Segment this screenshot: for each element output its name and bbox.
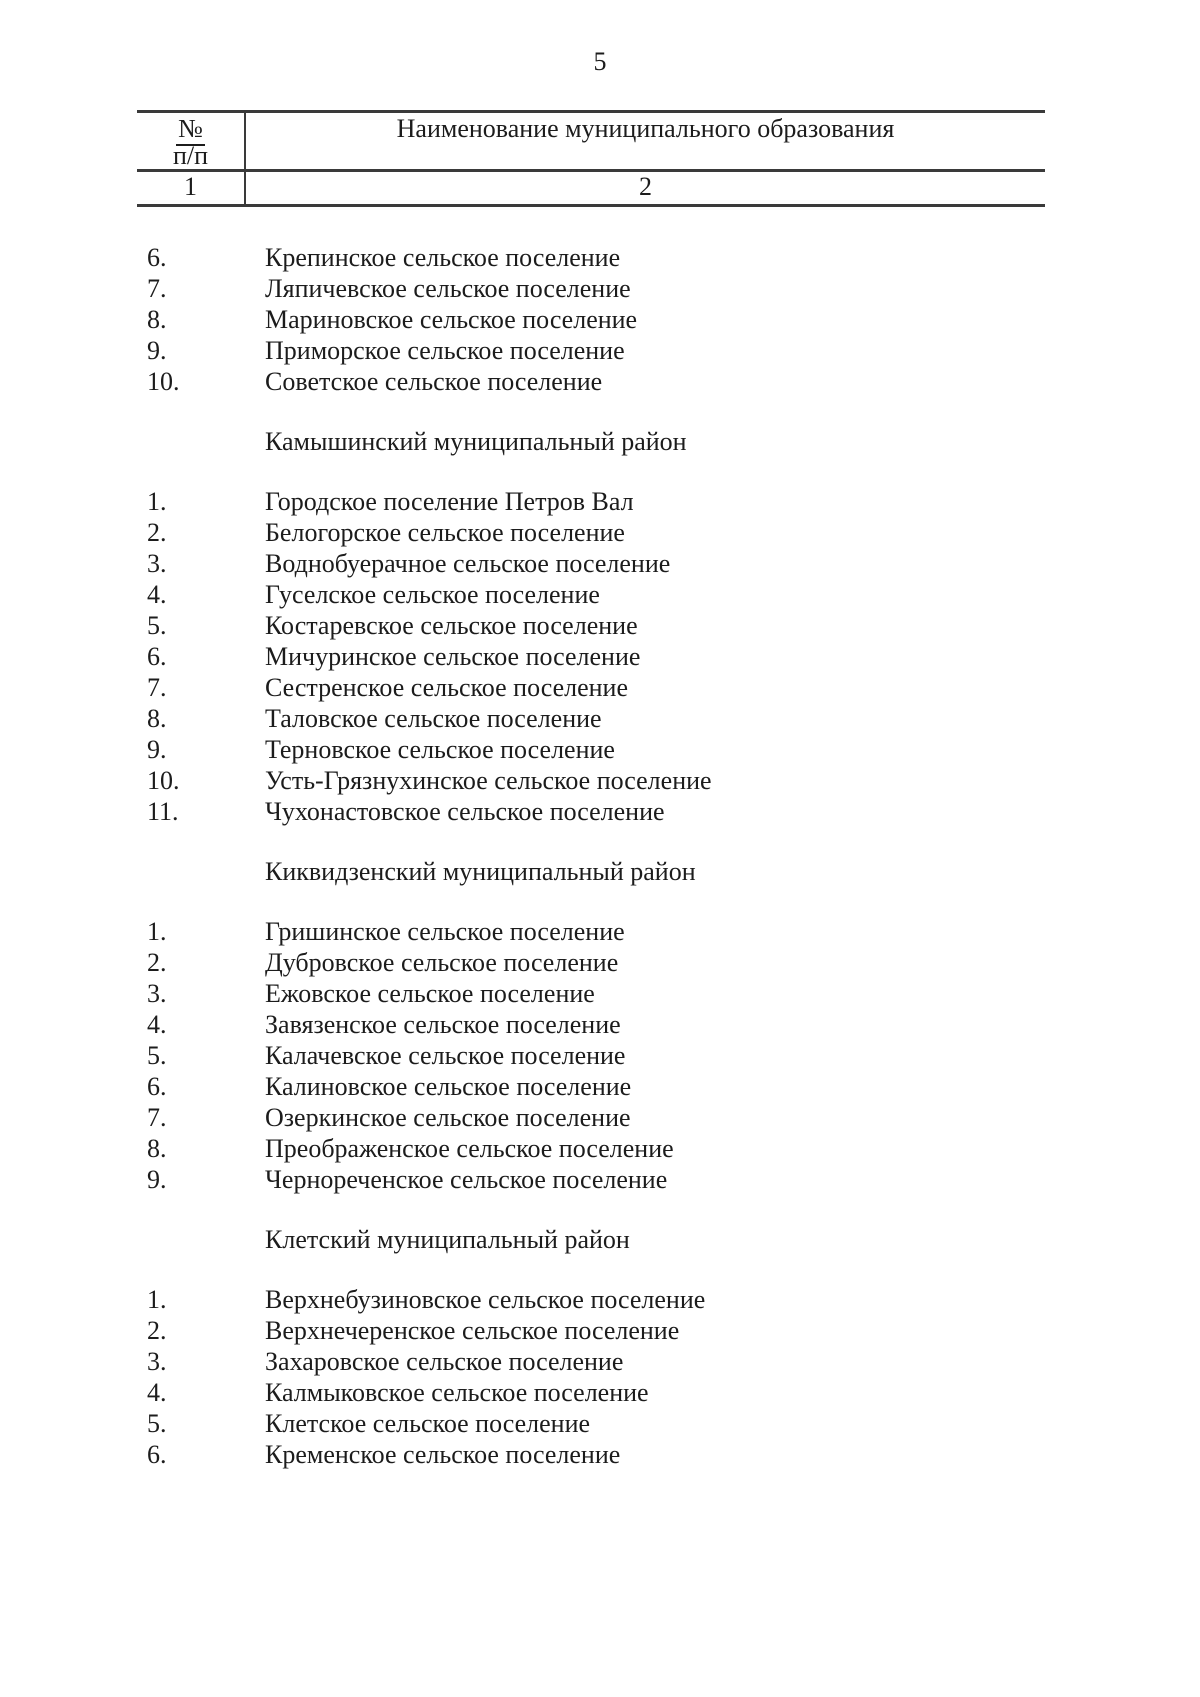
col-name-index: 2 bbox=[245, 171, 1045, 206]
item-number: 1. bbox=[147, 487, 167, 516]
number-sign-line bbox=[137, 115, 244, 142]
item-number: 2. bbox=[147, 518, 167, 547]
item-name: Советское сельское поселение bbox=[265, 367, 603, 396]
item-number: 9. bbox=[147, 1165, 167, 1194]
item-number: 10. bbox=[147, 766, 180, 795]
item-name: Мичуринское сельское поселение bbox=[265, 642, 641, 671]
item-number: 6. bbox=[147, 243, 167, 272]
item-number: 4. bbox=[147, 1010, 167, 1039]
list-item bbox=[0, 1102, 1200, 1133]
list-item bbox=[0, 1346, 1200, 1377]
table-header-row bbox=[137, 112, 1045, 171]
item-name: Терновское сельское поселение bbox=[265, 735, 615, 764]
item-name: Ежовское сельское поселение bbox=[265, 979, 595, 1008]
item-number: 3. bbox=[147, 979, 167, 1008]
list-item bbox=[0, 1408, 1200, 1439]
list-item bbox=[0, 1164, 1200, 1195]
section-title: Киквидзенский муниципальный район bbox=[265, 857, 696, 886]
item-number: 11. bbox=[147, 797, 179, 826]
item-name: Дубровское сельское поселение bbox=[265, 948, 619, 977]
header-table bbox=[137, 110, 1045, 207]
item-name: Ляпичевское сельское поселение bbox=[265, 274, 631, 303]
list-item bbox=[0, 703, 1200, 734]
item-number: 4. bbox=[147, 1378, 167, 1407]
item-number: 1. bbox=[147, 1285, 167, 1314]
item-name: Завязенское сельское поселение bbox=[265, 1010, 621, 1039]
list-item bbox=[0, 366, 1200, 397]
item-name: Крепинское сельское поселение bbox=[265, 243, 621, 272]
list-item bbox=[0, 641, 1200, 672]
item-name: Сестренское сельское поселение bbox=[265, 673, 629, 702]
municipality-list bbox=[0, 242, 1200, 1470]
list-item bbox=[0, 517, 1200, 548]
item-name: Городское поселение Петров Вал bbox=[265, 487, 634, 516]
number-sign: № bbox=[176, 114, 205, 146]
item-number: 6. bbox=[147, 1072, 167, 1101]
col-number-header bbox=[137, 112, 245, 171]
item-number: 7. bbox=[147, 673, 167, 702]
item-name: Преображенское сельское поселение bbox=[265, 1134, 674, 1163]
section-items bbox=[0, 242, 1200, 397]
page-number: 5 bbox=[593, 47, 607, 76]
item-name: Верхнебузиновское сельское поселение bbox=[265, 1285, 706, 1314]
item-name: Кременское сельское поселение bbox=[265, 1440, 621, 1469]
district-section bbox=[0, 856, 1200, 1195]
item-name: Мариновское сельское поселение bbox=[265, 305, 638, 334]
item-number: 2. bbox=[147, 1316, 167, 1345]
item-number: 3. bbox=[147, 549, 167, 578]
section-items bbox=[0, 1284, 1200, 1470]
pp-line: п/п bbox=[172, 141, 209, 170]
item-name: Калмыковское сельское поселение bbox=[265, 1378, 649, 1407]
section-title: Камышинский муниципальный район bbox=[265, 427, 687, 456]
col-name-header: Наименование муниципального образования bbox=[245, 112, 1045, 171]
item-name: Чухонастовское сельское поселение bbox=[265, 797, 665, 826]
item-number: 5. bbox=[147, 1409, 167, 1438]
item-name: Костаревское сельское поселение bbox=[265, 611, 638, 640]
list-item bbox=[0, 486, 1200, 517]
list-item bbox=[0, 548, 1200, 579]
item-number: 6. bbox=[147, 642, 167, 671]
list-item bbox=[0, 1439, 1200, 1470]
item-number: 8. bbox=[147, 704, 167, 733]
item-name: Гуселское сельское поселение bbox=[265, 580, 600, 609]
list-item bbox=[0, 916, 1200, 947]
list-item bbox=[0, 765, 1200, 796]
list-item bbox=[0, 1040, 1200, 1071]
list-item bbox=[0, 335, 1200, 366]
item-name: Калиновское сельское поселение bbox=[265, 1072, 632, 1101]
item-name: Озеркинское сельское поселение bbox=[265, 1103, 631, 1132]
list-item bbox=[0, 978, 1200, 1009]
list-item bbox=[0, 734, 1200, 765]
list-item bbox=[0, 1071, 1200, 1102]
list-item bbox=[0, 947, 1200, 978]
item-number: 8. bbox=[147, 1134, 167, 1163]
col-number-index: 1 bbox=[137, 171, 245, 206]
section-items bbox=[0, 916, 1200, 1195]
list-item bbox=[0, 242, 1200, 273]
item-name: Воднобуерачное сельское поселение bbox=[265, 549, 671, 578]
list-item bbox=[0, 1284, 1200, 1315]
item-name: Приморское сельское поселение bbox=[265, 336, 625, 365]
district-section bbox=[0, 1224, 1200, 1470]
list-item bbox=[0, 579, 1200, 610]
item-number: 5. bbox=[147, 1041, 167, 1070]
section-items bbox=[0, 486, 1200, 827]
list-item bbox=[0, 304, 1200, 335]
item-name: Захаровское сельское поселение bbox=[265, 1347, 624, 1376]
item-name: Усть-Грязнухинское сельское поселение bbox=[265, 766, 712, 795]
item-name: Чернореченское сельское поселение bbox=[265, 1165, 668, 1194]
district-section bbox=[0, 426, 1200, 827]
item-name: Белогорское сельское поселение bbox=[265, 518, 625, 547]
table-index-row bbox=[137, 171, 1045, 206]
list-item bbox=[0, 1377, 1200, 1408]
item-number: 5. bbox=[147, 611, 167, 640]
list-item bbox=[0, 610, 1200, 641]
item-number: 7. bbox=[147, 1103, 167, 1132]
item-number: 8. bbox=[147, 305, 167, 334]
list-item bbox=[0, 273, 1200, 304]
list-item bbox=[0, 672, 1200, 703]
item-name: Таловское сельское поселение bbox=[265, 704, 602, 733]
district-section bbox=[0, 242, 1200, 397]
item-number: 9. bbox=[147, 336, 167, 365]
item-number: 7. bbox=[147, 274, 167, 303]
item-number: 9. bbox=[147, 735, 167, 764]
list-item bbox=[0, 1133, 1200, 1164]
section-title: Клетский муниципальный район bbox=[265, 1225, 630, 1254]
item-number: 1. bbox=[147, 917, 167, 946]
item-name: Верхнечеренское сельское поселение bbox=[265, 1316, 680, 1345]
item-number: 10. bbox=[147, 367, 180, 396]
item-number: 2. bbox=[147, 948, 167, 977]
item-name: Клетское сельское поселение bbox=[265, 1409, 591, 1438]
list-item bbox=[0, 796, 1200, 827]
list-item bbox=[0, 1009, 1200, 1040]
item-name: Гришинское сельское поселение bbox=[265, 917, 625, 946]
item-name: Калачевское сельское поселение bbox=[265, 1041, 626, 1070]
item-number: 6. bbox=[147, 1440, 167, 1469]
item-number: 4. bbox=[147, 580, 167, 609]
item-number: 3. bbox=[147, 1347, 167, 1376]
list-item bbox=[0, 1315, 1200, 1346]
